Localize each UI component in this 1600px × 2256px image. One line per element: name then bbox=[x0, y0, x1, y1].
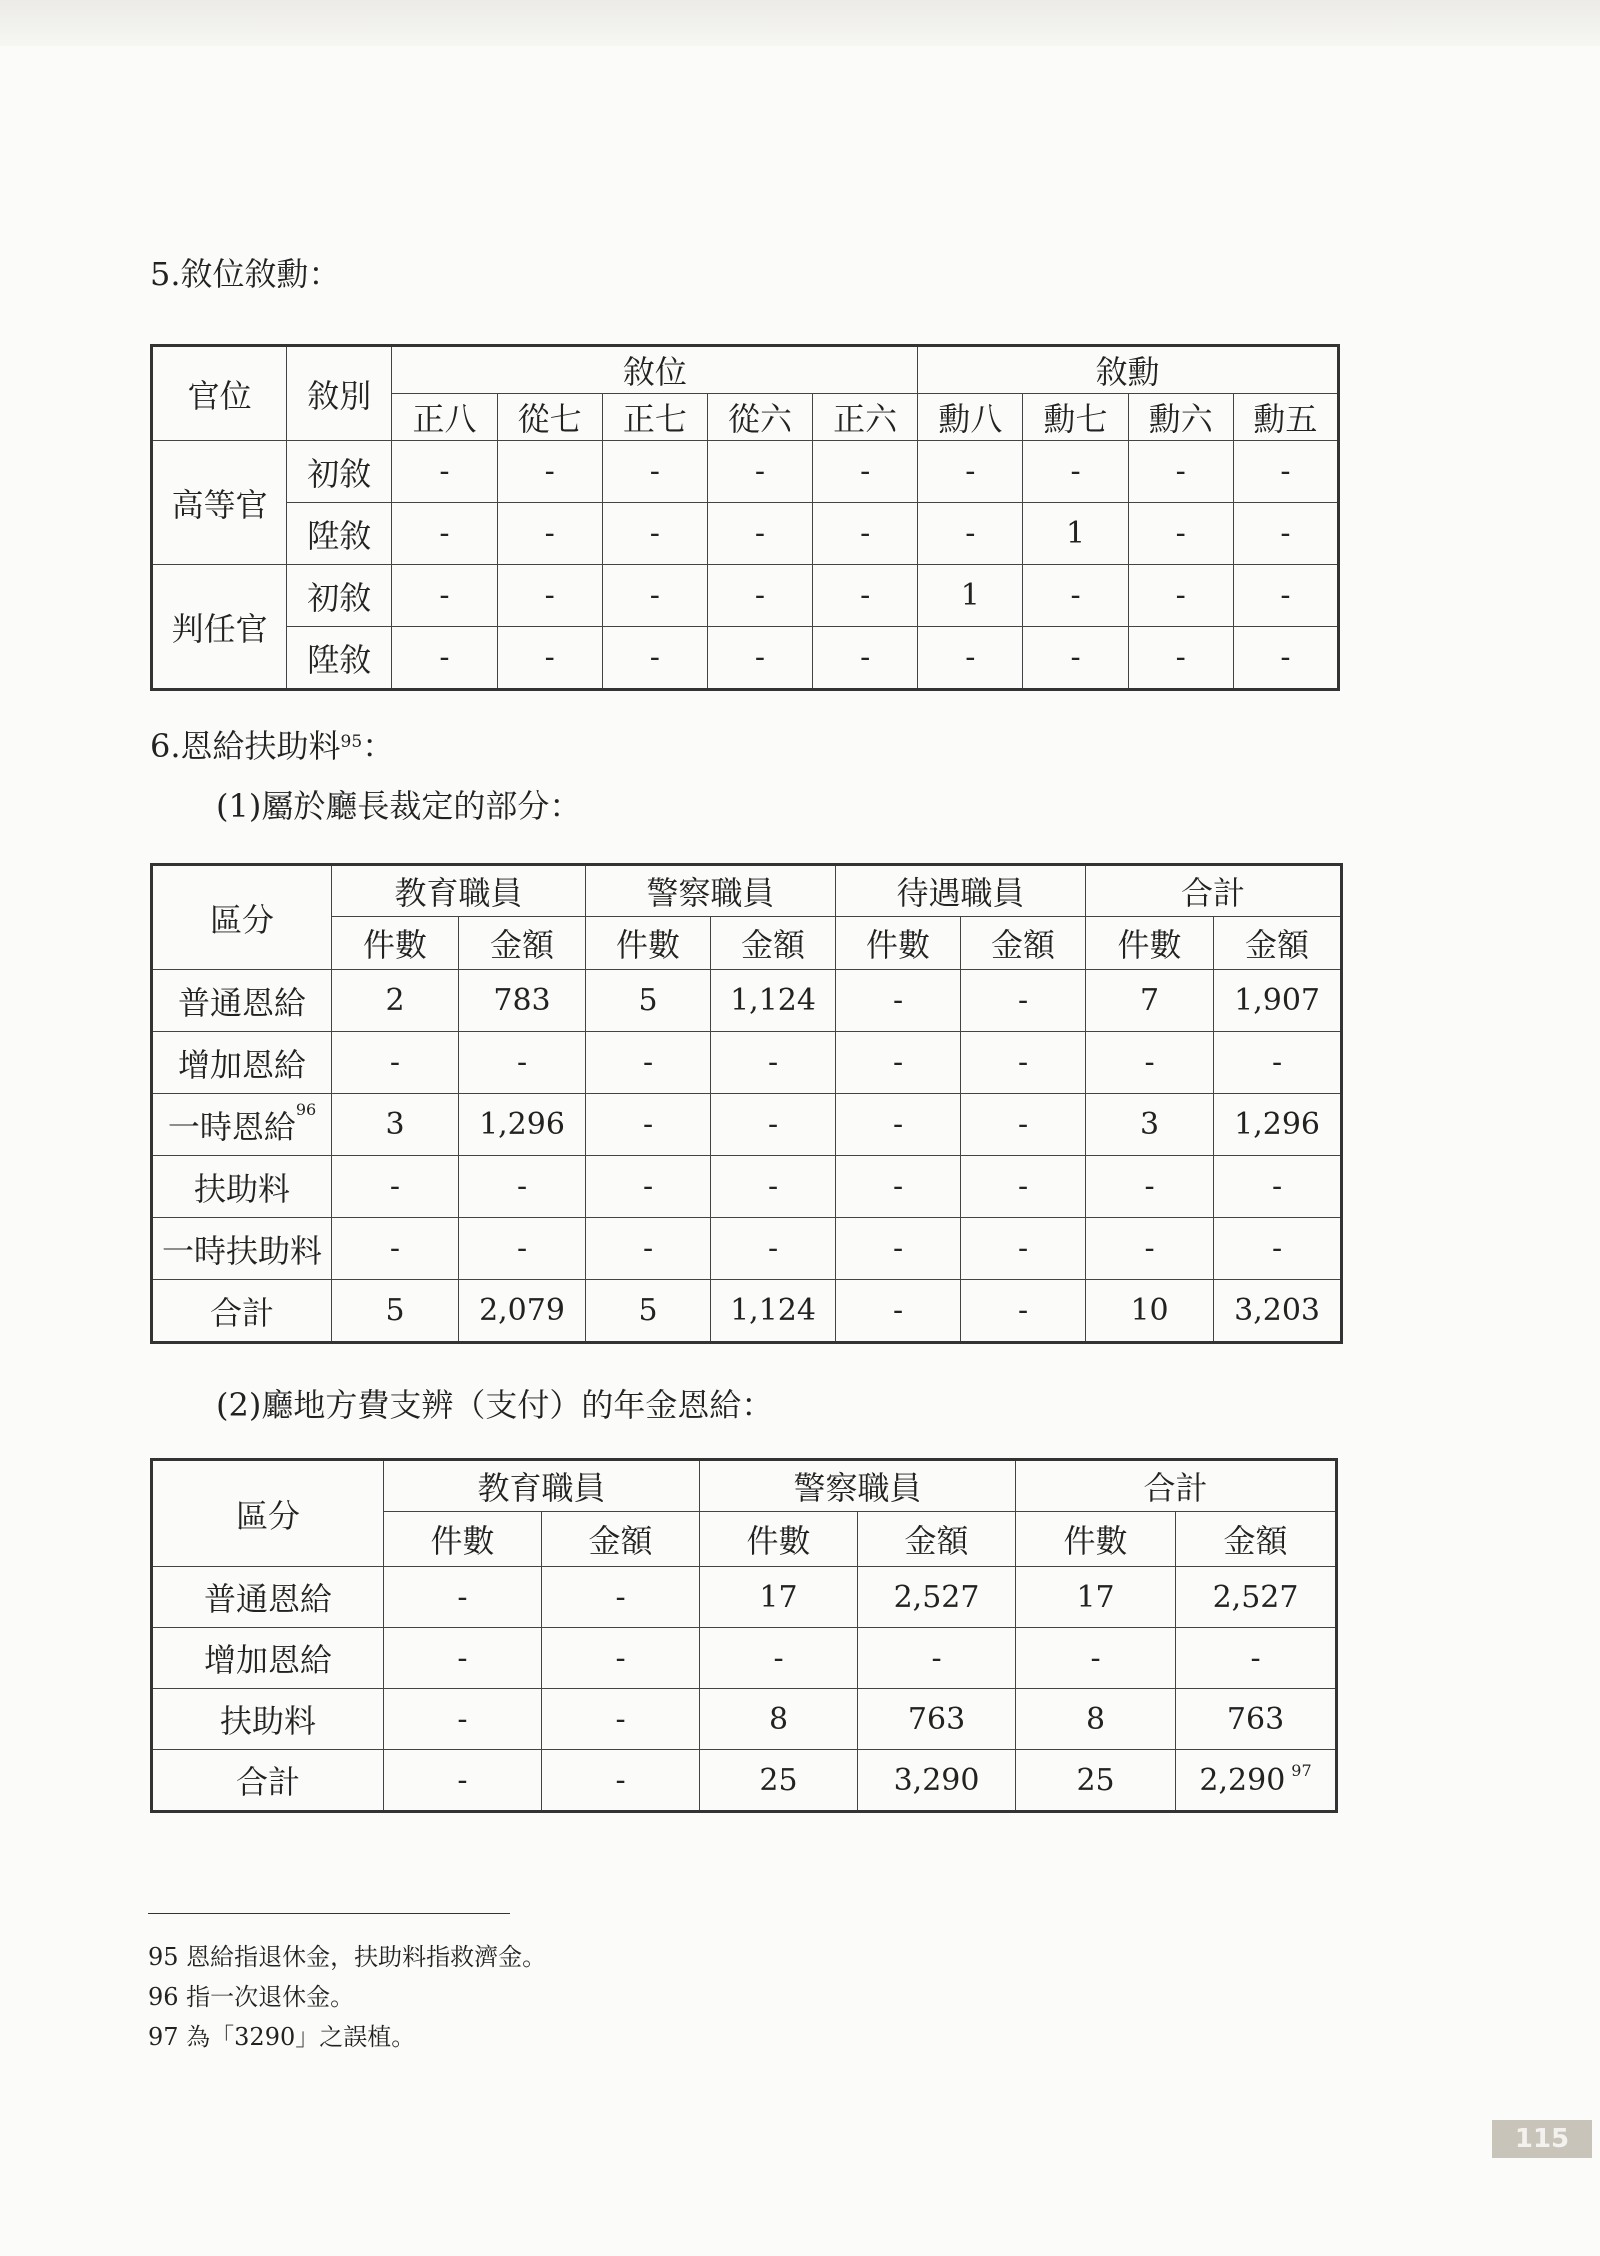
type-label: 初敘 bbox=[287, 565, 392, 627]
value-cell: - bbox=[836, 970, 961, 1032]
pension-table-local bbox=[150, 1458, 1338, 1813]
value-cell: 25 bbox=[1016, 1750, 1176, 1812]
value-cell: - bbox=[918, 441, 1023, 503]
value-cell: - bbox=[707, 565, 812, 627]
subheader-cell: 正七 bbox=[602, 394, 707, 441]
value-cell: 17 bbox=[1016, 1567, 1176, 1628]
value-cell: - bbox=[836, 1094, 961, 1156]
value-cell: - bbox=[711, 1032, 836, 1094]
value-cell: 2,079 bbox=[459, 1280, 586, 1343]
table-row bbox=[152, 1032, 1342, 1094]
table-row bbox=[152, 1280, 1342, 1343]
section-6-colon: ： bbox=[362, 727, 395, 765]
header-type: 敘別 bbox=[287, 346, 392, 441]
value-cell: - bbox=[602, 503, 707, 565]
row-label-text: 一時恩給 bbox=[167, 1107, 296, 1146]
value-cell: 17 bbox=[700, 1567, 858, 1628]
value-cell: 2,527 bbox=[858, 1567, 1016, 1628]
subheader-cell: 件數 bbox=[586, 917, 711, 970]
row-label-text: 一時扶助料 bbox=[161, 1231, 322, 1270]
row-label bbox=[152, 1280, 332, 1343]
row-label bbox=[152, 1032, 332, 1094]
header-group: 警察職員 bbox=[700, 1460, 1016, 1512]
value-cell: - bbox=[836, 1280, 961, 1343]
value-cell: - bbox=[1176, 1628, 1337, 1689]
value-cell: - bbox=[858, 1628, 1016, 1689]
value-cell: - bbox=[497, 627, 602, 690]
subheader-cell: 件數 bbox=[836, 917, 961, 970]
subheader-cell: 金額 bbox=[711, 917, 836, 970]
rank-label: 判任官 bbox=[152, 565, 287, 690]
subheader-cell: 正六 bbox=[813, 394, 918, 441]
value-cell: - bbox=[542, 1689, 700, 1750]
value-cell: - bbox=[1016, 1628, 1176, 1689]
value-cell: - bbox=[961, 1156, 1086, 1218]
value-cell: - bbox=[332, 1032, 459, 1094]
value-cell: - bbox=[392, 627, 497, 690]
footnote-ref-95: 95 bbox=[340, 732, 363, 752]
subheader-cell: 件數 bbox=[1016, 1512, 1176, 1567]
value-cell: 8 bbox=[1016, 1689, 1176, 1750]
scan-top-band bbox=[0, 0, 1600, 46]
value-cell: - bbox=[1023, 441, 1128, 503]
value-cell: - bbox=[392, 565, 497, 627]
value-cell: - bbox=[711, 1218, 836, 1280]
value-cell: - bbox=[1128, 565, 1233, 627]
value-cell: - bbox=[961, 1032, 1086, 1094]
section-6-1-title: (1)屬於廳長裁定的部分： bbox=[216, 787, 582, 825]
type-label: 初敘 bbox=[287, 441, 392, 503]
value-cell: 783 bbox=[459, 970, 586, 1032]
header-group: 合計 bbox=[1016, 1460, 1337, 1512]
value-cell: - bbox=[813, 565, 918, 627]
subheader-cell: 金額 bbox=[858, 1512, 1016, 1567]
value-cell: 3 bbox=[332, 1094, 459, 1156]
value-cell: 5 bbox=[586, 1280, 711, 1343]
table-row bbox=[152, 565, 1339, 627]
value-cell: - bbox=[497, 565, 602, 627]
type-label: 陞敘 bbox=[287, 627, 392, 690]
value-cell: 763 bbox=[858, 1689, 1016, 1750]
value-cell: - bbox=[586, 1094, 711, 1156]
subheader-cell: 件數 bbox=[332, 917, 459, 970]
value-cell: - bbox=[459, 1032, 586, 1094]
value-cell: 1,124 bbox=[711, 970, 836, 1032]
header-group: 警察職員 bbox=[586, 865, 836, 917]
footnote-95: 95 恩給指退休金，扶助料指救濟金。 bbox=[148, 1943, 547, 1971]
subheader-cell: 金額 bbox=[459, 917, 586, 970]
value-cell: - bbox=[1233, 441, 1338, 503]
table-row bbox=[152, 627, 1339, 690]
subheader-cell: 勳六 bbox=[1128, 394, 1233, 441]
value-cell: - bbox=[586, 1218, 711, 1280]
row-label: 普通恩給 bbox=[152, 1567, 384, 1628]
footnote-97: 97 為「3290」之誤植。 bbox=[148, 2023, 416, 2051]
row-label-text: 普通恩給 bbox=[177, 983, 306, 1022]
subheader-cell: 從七 bbox=[497, 394, 602, 441]
value-cell: 3,290 bbox=[858, 1750, 1016, 1812]
value-cell: 3 bbox=[1086, 1094, 1214, 1156]
value-cell: - bbox=[1023, 627, 1128, 690]
subheader-cell: 金額 bbox=[542, 1512, 700, 1567]
header-group: 教育職員 bbox=[332, 865, 586, 917]
value-cell: 3,203 bbox=[1214, 1280, 1342, 1343]
value-cell: - bbox=[700, 1628, 858, 1689]
type-label: 陞敘 bbox=[287, 503, 392, 565]
subheader-cell: 勳七 bbox=[1023, 394, 1128, 441]
value-cell: - bbox=[961, 1280, 1086, 1343]
value-cell: - bbox=[711, 1094, 836, 1156]
table-row bbox=[152, 1218, 1342, 1280]
value-cell: - bbox=[1128, 627, 1233, 690]
value-cell: - bbox=[836, 1156, 961, 1218]
table-row bbox=[152, 1628, 1337, 1689]
value-cell: - bbox=[1214, 1218, 1342, 1280]
value-cell: 1,296 bbox=[459, 1094, 586, 1156]
subheader-cell: 勳五 bbox=[1233, 394, 1338, 441]
value-cell: - bbox=[961, 1094, 1086, 1156]
subheader-cell: 件數 bbox=[384, 1512, 542, 1567]
row-label bbox=[152, 1156, 332, 1218]
value-cell: - bbox=[384, 1750, 542, 1812]
subheader-cell: 金額 bbox=[1214, 917, 1342, 970]
subheader-cell: 件數 bbox=[1086, 917, 1214, 970]
value-cell: - bbox=[384, 1689, 542, 1750]
value-cell: - bbox=[384, 1628, 542, 1689]
table-header-row bbox=[152, 865, 1342, 917]
table-row bbox=[152, 503, 1339, 565]
value-cell: - bbox=[1086, 1032, 1214, 1094]
value-cell: - bbox=[813, 503, 918, 565]
table-row bbox=[152, 1156, 1342, 1218]
value-cell: - bbox=[836, 1218, 961, 1280]
header-group: 合計 bbox=[1086, 865, 1342, 917]
table-row bbox=[152, 970, 1342, 1032]
subheader-cell: 金額 bbox=[961, 917, 1086, 970]
value-cell: - bbox=[497, 503, 602, 565]
value-cell: - bbox=[542, 1750, 700, 1812]
value-cell: - bbox=[459, 1218, 586, 1280]
value-cell: - bbox=[813, 441, 918, 503]
value-cell: - bbox=[1233, 627, 1338, 690]
footnote-ref-97: 97 bbox=[1291, 1760, 1312, 1780]
value-cell: 10 bbox=[1086, 1280, 1214, 1343]
value-cell: - bbox=[1086, 1218, 1214, 1280]
value-cell bbox=[1176, 1750, 1337, 1812]
table-header-row bbox=[152, 1460, 1337, 1512]
header-division: 區分 bbox=[152, 1460, 384, 1567]
footnote-divider bbox=[148, 1913, 510, 1914]
header-group: 教育職員 bbox=[384, 1460, 700, 1512]
value-cell: 1,296 bbox=[1214, 1094, 1342, 1156]
value-cell: - bbox=[1214, 1032, 1342, 1094]
value-cell: - bbox=[918, 627, 1023, 690]
value-cell: - bbox=[392, 441, 497, 503]
value-cell: - bbox=[813, 627, 918, 690]
value-cell: - bbox=[1023, 565, 1128, 627]
row-label bbox=[152, 1218, 332, 1280]
table-row bbox=[152, 1750, 1337, 1812]
header-joxun: 敘勳 bbox=[918, 346, 1339, 394]
rank-label: 高等官 bbox=[152, 441, 287, 565]
subheader-cell: 正八 bbox=[392, 394, 497, 441]
subheader-cell: 從六 bbox=[707, 394, 812, 441]
value-cell: - bbox=[836, 1032, 961, 1094]
section-6-2-title: (2)廳地方費支辨（支付）的年金恩給： bbox=[216, 1386, 774, 1424]
value-cell: - bbox=[1086, 1156, 1214, 1218]
value-text: 2,290 bbox=[1199, 1762, 1286, 1798]
jowi-joxun-table bbox=[150, 344, 1340, 691]
value-cell: - bbox=[1214, 1156, 1342, 1218]
row-label: 合計 bbox=[152, 1750, 384, 1812]
value-cell: - bbox=[961, 1218, 1086, 1280]
value-cell: - bbox=[602, 627, 707, 690]
value-cell: - bbox=[602, 441, 707, 503]
row-label-text: 增加恩給 bbox=[177, 1045, 306, 1084]
value-cell: 5 bbox=[332, 1280, 459, 1343]
value-cell: - bbox=[586, 1032, 711, 1094]
value-cell: - bbox=[707, 503, 812, 565]
value-cell: - bbox=[459, 1156, 586, 1218]
value-cell: 1,907 bbox=[1214, 970, 1342, 1032]
table-row bbox=[152, 441, 1339, 503]
row-label-text: 合計 bbox=[209, 1293, 274, 1332]
value-cell: - bbox=[961, 970, 1086, 1032]
row-label: 增加恩給 bbox=[152, 1628, 384, 1689]
section-6-title bbox=[150, 726, 394, 766]
subheader-cell: 勳八 bbox=[918, 394, 1023, 441]
row-label bbox=[152, 970, 332, 1032]
value-cell: - bbox=[918, 503, 1023, 565]
value-cell: - bbox=[384, 1567, 542, 1628]
value-cell: - bbox=[1233, 565, 1338, 627]
header-division: 區分 bbox=[152, 865, 332, 970]
table-header-row bbox=[152, 346, 1339, 394]
row-label bbox=[152, 1094, 332, 1156]
value-cell: - bbox=[542, 1567, 700, 1628]
value-cell: 2 bbox=[332, 970, 459, 1032]
row-label-text: 扶助料 bbox=[193, 1169, 290, 1208]
value-cell: - bbox=[1128, 503, 1233, 565]
value-cell: 1,124 bbox=[711, 1280, 836, 1343]
value-cell: 2,527 bbox=[1176, 1567, 1337, 1628]
subheader-cell: 件數 bbox=[700, 1512, 858, 1567]
value-cell: - bbox=[711, 1156, 836, 1218]
row-label: 扶助料 bbox=[152, 1689, 384, 1750]
table-row bbox=[152, 1689, 1337, 1750]
table-row bbox=[152, 1567, 1337, 1628]
value-cell: 25 bbox=[700, 1750, 858, 1812]
table-row bbox=[152, 1094, 1342, 1156]
value-cell: - bbox=[1233, 503, 1338, 565]
value-cell: - bbox=[707, 441, 812, 503]
value-cell: - bbox=[332, 1156, 459, 1218]
value-cell: - bbox=[497, 441, 602, 503]
value-cell: - bbox=[332, 1218, 459, 1280]
value-cell: 1 bbox=[918, 565, 1023, 627]
value-cell: 8 bbox=[700, 1689, 858, 1750]
header-jowi: 敘位 bbox=[392, 346, 918, 394]
header-rank: 官位 bbox=[152, 346, 287, 441]
section-6-title-text: 6.恩給扶助料 bbox=[150, 727, 341, 765]
value-cell: - bbox=[1128, 441, 1233, 503]
value-cell: - bbox=[542, 1628, 700, 1689]
section-5-title: 5.敘位敘勳： bbox=[150, 255, 341, 293]
subheader-cell: 金額 bbox=[1176, 1512, 1337, 1567]
value-cell: 5 bbox=[586, 970, 711, 1032]
value-cell: - bbox=[602, 565, 707, 627]
value-cell: - bbox=[392, 503, 497, 565]
footnote-ref-96: 96 bbox=[295, 1099, 317, 1119]
value-cell: 7 bbox=[1086, 970, 1214, 1032]
value-cell: - bbox=[707, 627, 812, 690]
pension-table-director bbox=[150, 863, 1343, 1344]
footnote-96: 96 指一次退休金。 bbox=[148, 1983, 355, 2011]
header-group: 待遇職員 bbox=[836, 865, 1086, 917]
value-cell: 1 bbox=[1023, 503, 1128, 565]
page-number: 115 bbox=[1492, 2120, 1592, 2158]
value-cell: 763 bbox=[1176, 1689, 1337, 1750]
value-cell: - bbox=[586, 1156, 711, 1218]
